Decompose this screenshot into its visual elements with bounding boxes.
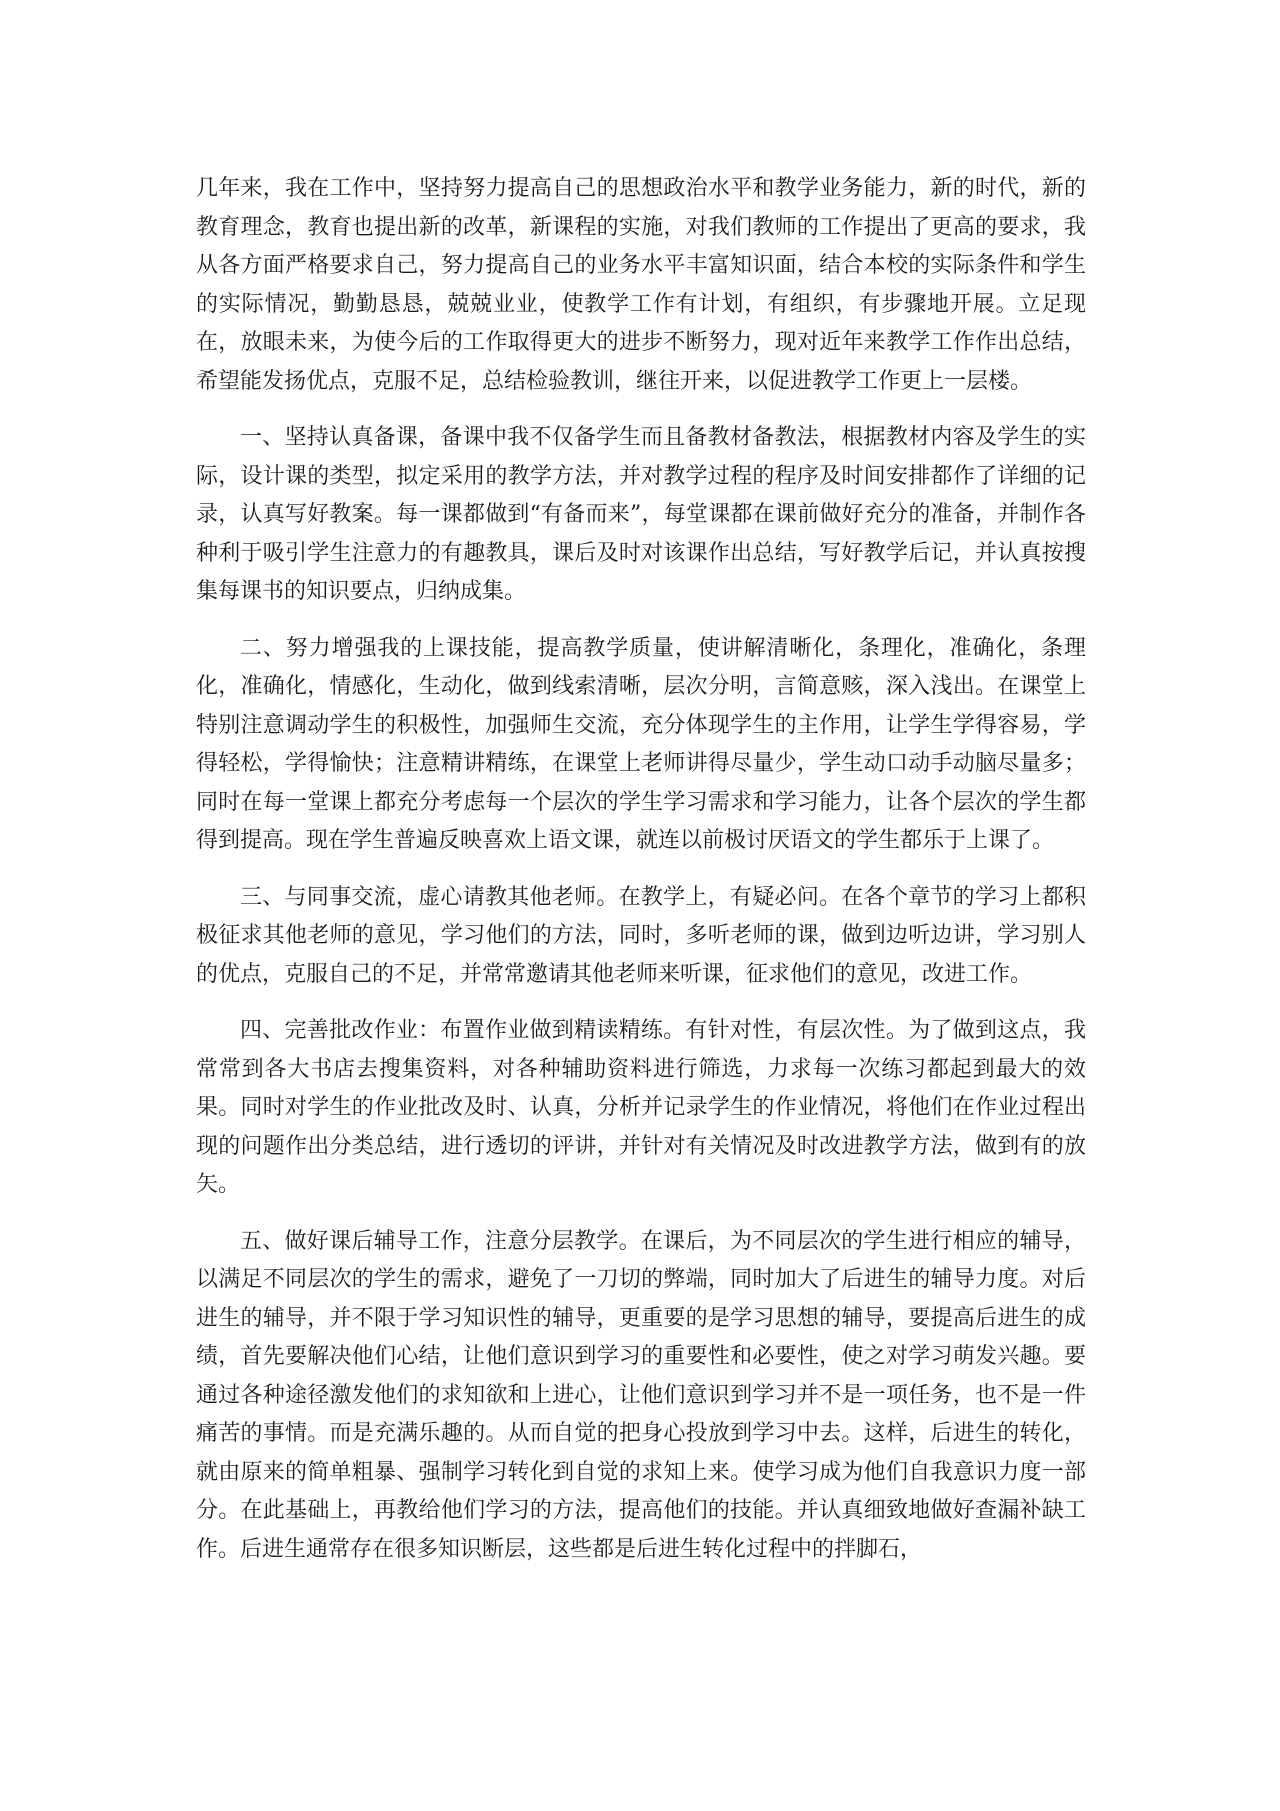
paragraph-section-1: 一、坚持认真备课，备课中我不仅备学生而且备教材备教法，根据教材内容及学生的实际，设计课的类型，拟定采用的教学方法，并对教学过程的程序及时间安排都作了详细的记录，认真写好教案。每一课都做到“有备而来”，每堂课都在课前做好充分的准备，并制作各种利于吸引学生注意力的有趣教具，课后及时对该课作出总结，写好教学后记，并认真按搜集每课书的知识要点，归纳成集。 — [196, 425, 1086, 604]
paragraph-section-3: 三、与同事交流，虚心请教其他老师。在教学上，有疑必问。在各个章节的学习上都积极征求其他老师的意见，学习他们的方法，同时，多听老师的课，做到边听边讲，学习别人的优点，克服自己的不足，并常常邀请其他老师来听课，征求他们的意见，改进工作。 — [196, 884, 1086, 987]
paragraph-section-2: 二、努力增强我的上课技能，提高教学质量，使讲解清晰化，条理化，准确化，条理化，准确化，情感化，生动化，做到线索清晰，层次分明，言简意赅，深入浅出。在课堂上特别注意调动学生的积极性，加强师生交流，充分体现学生的主作用，让学生学得容易，学得轻松，学得愉快；注意精讲精练，在课堂上老师讲得尽量少，学生动口动手动脑尽量多；同时在每一堂课上都充分考虑每一个层次的学生学习需求和学习能力，让各个层次的学生都得到提高。现在学生普遍反映喜欢上语文课，就连以前极讨厌语文的学生都乐于上课了。 — [196, 635, 1086, 853]
paragraph-intro: 几年来，我在工作中，坚持努力提高自己的思想政治水平和教学业务能力，新的时代，新的教育理念，教育也提出新的改革，新课程的实施，对我们教师的工作提出了更高的要求，我从各方面严格要求自己，努力提高自己的业务水平丰富知识面，结合本校的实际条件和学生的实际情况，勤勤恳恳，兢兢业业，使教学工作有计划，有组织，有步骤地开展。立足现在，放眼未来，为使今后的工作取得更大的进步不断努力，现对近年来教学工作作出总结，希望能发扬优点，克服不足，总结检验教训，继往开来，以促进教学工作更上一层楼。 — [196, 176, 1086, 394]
paragraph-section-4: 四、完善批改作业：布置作业做到精读精练。有针对性，有层次性。为了做到这点，我常常到各大书店去搜集资料，对各种辅助资料进行筛选，力求每一次练习都起到最大的效果。同时对学生的作业批改及时、认真，分析并记录学生的作业情况，将他们在作业过程出现的问题作出分类总结，进行透切的评讲，并针对有关情况及时改进教学方法，做到有的放矢。 — [196, 1018, 1086, 1197]
paragraph-section-5: 五、做好课后辅导工作，注意分层教学。在课后，为不同层次的学生进行相应的辅导，以满足不同层次的学生的需求，避免了一刀切的弊端，同时加大了后进生的辅导力度。对后进生的辅导，并不限于学习知识性的辅导，更重要的是学习思想的辅导，要提高后进生的成绩，首先要解决他们心结，让他们意识到学习的重要性和必要性，使之对学习萌发兴趣。要通过各种途径激发他们的求知欲和上进心，让他们意识到学习并不是一项任务，也不是一件痛苦的事情。而是充满乐趣的。从而自觉的把身心投放到学习中去。这样，后进生的转化，就由原来的简单粗暴、强制学习转化到自觉的求知上来。使学习成为他们自我意识力度一部分。在此基础上，再教给他们学习的方法，提高他们的技能。并认真细致地做好查漏补缺工作。后进生通常存在很多知识断层，这些都是后进生转化过程中的拌脚石， — [196, 1228, 1086, 1562]
document-body — [196, 170, 1086, 1587]
